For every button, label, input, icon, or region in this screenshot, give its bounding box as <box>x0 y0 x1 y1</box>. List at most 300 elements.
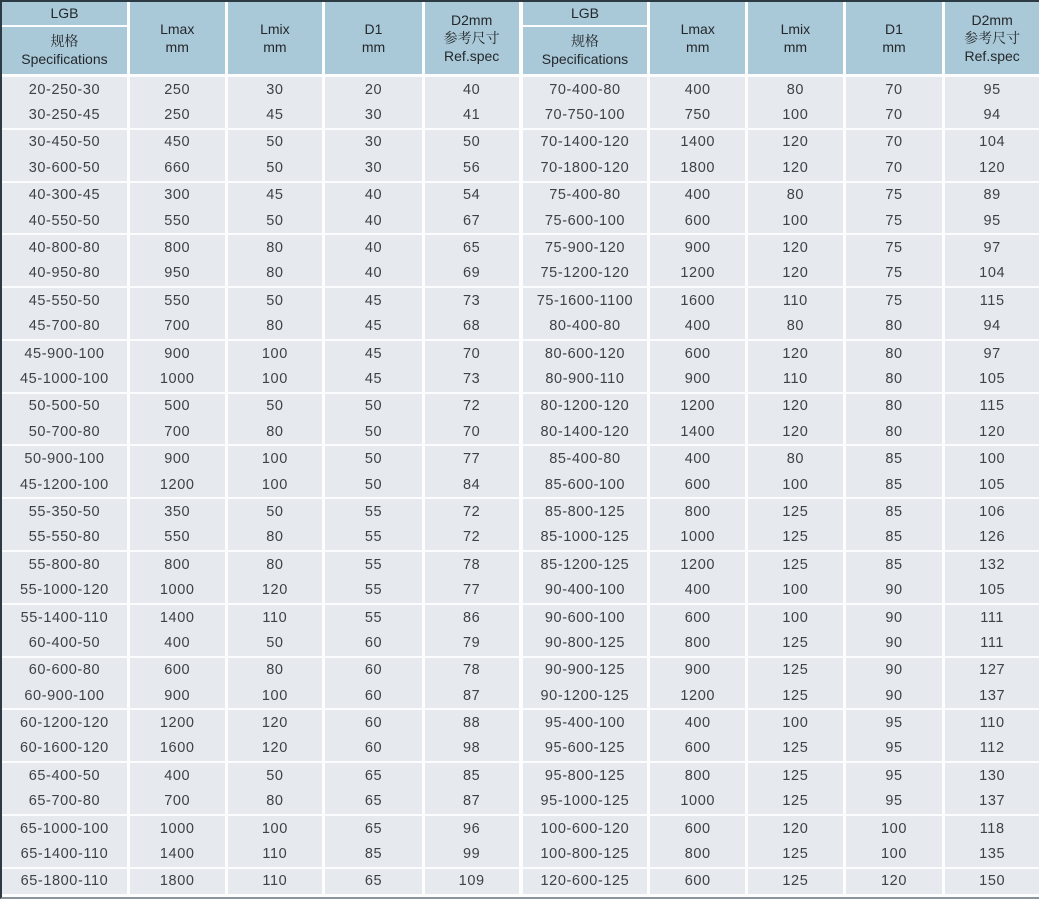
d2-cell: 73 <box>425 288 519 313</box>
lmix-cell: 120 <box>228 710 323 735</box>
table-row <box>523 789 1039 816</box>
d2-cell: 50 <box>425 130 519 155</box>
d1-cell: 45 <box>325 366 422 391</box>
spec-cell: 65-700-80 <box>2 789 127 814</box>
d1-cell: 60 <box>325 658 422 683</box>
spec-cell: 120-600-125 <box>523 869 648 894</box>
lmax-cell: 1000 <box>130 577 225 602</box>
lmix-cell: 120 <box>748 419 843 444</box>
lmax-cell: 800 <box>650 763 745 788</box>
spec-cell: 50-700-80 <box>2 419 127 444</box>
header-d1 <box>846 2 943 74</box>
d2-cell: 85 <box>425 763 519 788</box>
table-row <box>2 366 519 393</box>
header-lgb-label: LGB <box>2 2 127 27</box>
header-lmix-line1: Lmix <box>780 20 811 37</box>
table-row <box>2 235 519 260</box>
d2-cell: 126 <box>945 525 1039 550</box>
d2-cell: 97 <box>945 235 1039 260</box>
spec-cell: 80-1200-120 <box>523 394 648 419</box>
d1-cell: 45 <box>325 288 422 313</box>
d2-cell: 99 <box>425 841 519 866</box>
d2-cell: 41 <box>425 102 519 127</box>
d2-cell: 137 <box>945 683 1039 708</box>
header-d2-line1: D2mm <box>971 11 1013 28</box>
lmax-cell: 1200 <box>130 472 225 497</box>
table-row <box>2 130 519 155</box>
spec-cell: 95-600-125 <box>523 736 648 761</box>
d1-cell: 120 <box>846 869 943 894</box>
table-row <box>523 841 1039 868</box>
spec-cell: 30-450-50 <box>2 130 127 155</box>
spec-cell: 75-400-80 <box>523 183 648 208</box>
d2-cell: 111 <box>945 605 1039 630</box>
table-row <box>523 552 1039 577</box>
lmax-cell: 900 <box>130 446 225 471</box>
lmax-cell: 660 <box>130 155 225 180</box>
table-row <box>523 314 1039 341</box>
header-d2-line1: D2mm <box>451 11 493 28</box>
lmax-cell: 600 <box>650 472 745 497</box>
d1-cell: 70 <box>846 77 943 102</box>
lmax-cell: 1400 <box>130 841 225 866</box>
spec-cell: 75-600-100 <box>523 208 648 233</box>
lmix-cell: 125 <box>748 630 843 655</box>
header-spec-cn: 规格 <box>50 33 79 49</box>
header-d2-line2: 参考尺寸 <box>964 29 1021 46</box>
lmax-cell: 900 <box>650 366 745 391</box>
d1-cell: 75 <box>846 235 943 260</box>
d1-cell: 50 <box>325 394 422 419</box>
spec-cell: 55-800-80 <box>2 552 127 577</box>
table-body-left <box>2 77 519 894</box>
lmax-cell: 700 <box>130 789 225 814</box>
table-row <box>2 552 519 577</box>
table-row <box>523 577 1039 604</box>
header-d1-line2: mm <box>882 39 906 55</box>
table-row <box>523 288 1039 313</box>
d2-cell: 115 <box>945 288 1039 313</box>
d1-cell: 60 <box>325 630 422 655</box>
spec-cell: 85-1000-125 <box>523 525 648 550</box>
table-row <box>523 341 1039 366</box>
header-lmax <box>130 2 225 74</box>
d2-cell: 104 <box>945 261 1039 286</box>
d1-cell: 65 <box>325 789 422 814</box>
table-row <box>523 394 1039 419</box>
header-d1 <box>325 2 422 74</box>
lmax-cell: 1200 <box>650 683 745 708</box>
spec-cell: 65-1000-100 <box>2 816 127 841</box>
lmax-cell: 900 <box>130 683 225 708</box>
spec-cell: 45-550-50 <box>2 288 127 313</box>
header-d1-line1: D1 <box>364 20 383 37</box>
d1-cell: 40 <box>325 208 422 233</box>
d2-cell: 87 <box>425 683 519 708</box>
table-row <box>2 658 519 683</box>
d2-cell: 105 <box>945 577 1039 602</box>
lmax-cell: 1000 <box>130 816 225 841</box>
spec-cell: 70-400-80 <box>523 77 648 102</box>
spec-cell: 50-900-100 <box>2 446 127 471</box>
lmax-cell: 900 <box>650 658 745 683</box>
lmix-cell: 120 <box>748 816 843 841</box>
lmax-cell: 400 <box>650 183 745 208</box>
d2-cell: 77 <box>425 446 519 471</box>
lmix-cell: 100 <box>748 710 843 735</box>
spec-cell: 55-1000-120 <box>2 577 127 602</box>
table-row <box>523 208 1039 235</box>
d2-cell: 79 <box>425 630 519 655</box>
lmix-cell: 50 <box>228 630 323 655</box>
spec-cell: 65-1800-110 <box>2 869 127 894</box>
spec-cell: 80-400-80 <box>523 314 648 339</box>
lmix-cell: 110 <box>748 288 843 313</box>
d2-cell: 88 <box>425 710 519 735</box>
d1-cell: 55 <box>325 552 422 577</box>
table-row <box>523 419 1039 446</box>
d2-cell: 78 <box>425 552 519 577</box>
table-row <box>2 763 519 788</box>
lmax-cell: 800 <box>130 552 225 577</box>
table-row <box>2 314 519 341</box>
d2-cell: 96 <box>425 816 519 841</box>
table-row <box>2 816 519 841</box>
table-row <box>523 736 1039 763</box>
d2-cell: 100 <box>945 446 1039 471</box>
d1-cell: 85 <box>325 841 422 866</box>
lmix-cell: 125 <box>748 683 843 708</box>
table-row <box>523 658 1039 683</box>
d1-cell: 45 <box>325 314 422 339</box>
lmix-cell: 80 <box>228 525 323 550</box>
d1-cell: 45 <box>325 341 422 366</box>
d2-cell: 68 <box>425 314 519 339</box>
lmax-cell: 1800 <box>130 869 225 894</box>
d2-cell: 69 <box>425 261 519 286</box>
d2-cell: 54 <box>425 183 519 208</box>
d2-cell: 40 <box>425 77 519 102</box>
d1-cell: 50 <box>325 472 422 497</box>
lmix-cell: 80 <box>228 552 323 577</box>
d1-cell: 40 <box>325 235 422 260</box>
lmax-cell: 450 <box>130 130 225 155</box>
header-d1-line1: D1 <box>885 20 903 37</box>
header-specifications <box>523 2 648 74</box>
header-lmax-line2: mm <box>165 39 189 55</box>
lmix-cell: 100 <box>228 816 323 841</box>
spec-cell: 85-600-100 <box>523 472 648 497</box>
lmix-cell: 100 <box>228 341 323 366</box>
lmix-cell: 100 <box>228 472 323 497</box>
d1-cell: 65 <box>325 816 422 841</box>
lmix-cell: 125 <box>748 789 843 814</box>
lmax-cell: 250 <box>130 102 225 127</box>
lmax-cell: 1200 <box>650 261 745 286</box>
d1-cell: 55 <box>325 577 422 602</box>
d2-cell: 118 <box>945 816 1039 841</box>
lmix-cell: 110 <box>228 605 323 630</box>
lmix-cell: 110 <box>228 841 323 866</box>
table-header <box>523 2 1039 74</box>
spec-cell: 40-550-50 <box>2 208 127 233</box>
lmax-cell: 1000 <box>650 525 745 550</box>
table-row <box>523 763 1039 788</box>
header-lmix-line2: mm <box>263 39 287 55</box>
d1-cell: 30 <box>325 102 422 127</box>
lmix-cell: 50 <box>228 130 323 155</box>
d2-cell: 105 <box>945 366 1039 391</box>
header-lmix <box>228 2 323 74</box>
spec-cell: 45-1000-100 <box>2 366 127 391</box>
lmax-cell: 1200 <box>650 552 745 577</box>
d1-cell: 95 <box>846 736 943 761</box>
spec-cell: 30-250-45 <box>2 102 127 127</box>
spec-cell: 90-800-125 <box>523 630 648 655</box>
lmix-cell: 50 <box>228 763 323 788</box>
spec-cell: 60-1600-120 <box>2 736 127 761</box>
lmax-cell: 600 <box>650 869 745 894</box>
lmax-cell: 400 <box>130 763 225 788</box>
lmix-cell: 120 <box>748 235 843 260</box>
d2-cell: 72 <box>425 499 519 524</box>
d1-cell: 50 <box>325 446 422 471</box>
spec-cell: 85-800-125 <box>523 499 648 524</box>
table-row <box>523 77 1039 102</box>
d1-cell: 95 <box>846 710 943 735</box>
d2-cell: 84 <box>425 472 519 497</box>
table-row <box>2 102 519 129</box>
lmix-cell: 45 <box>228 183 323 208</box>
spec-cell: 80-900-110 <box>523 366 648 391</box>
lmix-cell: 80 <box>228 658 323 683</box>
d1-cell: 55 <box>325 605 422 630</box>
lmax-cell: 900 <box>130 341 225 366</box>
lmix-cell: 80 <box>748 446 843 471</box>
d2-cell: 77 <box>425 577 519 602</box>
table-row <box>2 446 519 471</box>
d2-cell: 95 <box>945 77 1039 102</box>
table-row <box>523 499 1039 524</box>
lmix-cell: 100 <box>748 577 843 602</box>
d1-cell: 40 <box>325 261 422 286</box>
spec-cell: 60-600-80 <box>2 658 127 683</box>
spec-cell: 40-800-80 <box>2 235 127 260</box>
d1-cell: 90 <box>846 630 943 655</box>
header-d1-line2: mm <box>361 39 386 55</box>
d2-cell: 94 <box>945 314 1039 339</box>
lmax-cell: 750 <box>650 102 745 127</box>
d1-cell: 20 <box>325 77 422 102</box>
spec-cell: 100-800-125 <box>523 841 648 866</box>
spec-cell: 75-1600-1100 <box>523 288 648 313</box>
d2-cell: 72 <box>425 525 519 550</box>
table-row <box>2 605 519 630</box>
lmax-cell: 1000 <box>650 789 745 814</box>
header-lmix-line1: Lmix <box>260 20 290 37</box>
d1-cell: 70 <box>846 155 943 180</box>
lmax-cell: 400 <box>650 577 745 602</box>
d1-cell: 30 <box>325 155 422 180</box>
lmax-cell: 1200 <box>650 394 745 419</box>
table-row <box>523 261 1039 288</box>
d1-cell: 30 <box>325 130 422 155</box>
spec-cell: 85-1200-125 <box>523 552 648 577</box>
spec-cell: 95-800-125 <box>523 763 648 788</box>
lmix-cell: 80 <box>748 77 843 102</box>
spec-cell: 90-900-125 <box>523 658 648 683</box>
d1-cell: 100 <box>846 841 943 866</box>
d2-cell: 56 <box>425 155 519 180</box>
lmax-cell: 500 <box>130 394 225 419</box>
d2-cell: 104 <box>945 130 1039 155</box>
spec-cell: 40-950-80 <box>2 261 127 286</box>
lmax-cell: 400 <box>650 77 745 102</box>
header-d2-line3: Ref.spec <box>444 48 500 65</box>
d1-cell: 95 <box>846 789 943 814</box>
spec-table-left <box>2 2 519 894</box>
d2-cell: 72 <box>425 394 519 419</box>
spec-cell: 80-1400-120 <box>523 419 648 444</box>
spec-cell: 100-600-120 <box>523 816 648 841</box>
lmix-cell: 100 <box>228 446 323 471</box>
header-spec-en: Specifications <box>21 50 108 67</box>
lmix-cell: 50 <box>228 288 323 313</box>
lmax-cell: 600 <box>650 208 745 233</box>
lmax-cell: 950 <box>130 261 225 286</box>
d1-cell: 85 <box>846 525 943 550</box>
spec-cell: 20-250-30 <box>2 77 127 102</box>
d1-cell: 80 <box>846 366 943 391</box>
d1-cell: 75 <box>846 288 943 313</box>
header-d2 <box>425 2 519 74</box>
d1-cell: 70 <box>846 102 943 127</box>
table-row <box>2 630 519 657</box>
d2-cell: 132 <box>945 552 1039 577</box>
d1-cell: 55 <box>325 499 422 524</box>
table-row <box>2 869 519 894</box>
d1-cell: 50 <box>325 419 422 444</box>
d1-cell: 95 <box>846 763 943 788</box>
header-lgb-label: LGB <box>523 2 648 27</box>
d1-cell: 65 <box>325 763 422 788</box>
lmix-cell: 80 <box>228 235 323 260</box>
d1-cell: 60 <box>325 683 422 708</box>
lmax-cell: 1400 <box>650 419 745 444</box>
table-row <box>2 789 519 816</box>
lmax-cell: 550 <box>130 208 225 233</box>
lmax-cell: 700 <box>130 314 225 339</box>
lmix-cell: 100 <box>228 683 323 708</box>
d1-cell: 60 <box>325 736 422 761</box>
spec-cell: 95-1000-125 <box>523 789 648 814</box>
table-row <box>2 841 519 868</box>
table-row <box>523 472 1039 499</box>
lmax-cell: 600 <box>650 605 745 630</box>
lmix-cell: 100 <box>748 102 843 127</box>
d1-cell: 40 <box>325 183 422 208</box>
lmax-cell: 400 <box>130 630 225 655</box>
lmax-cell: 400 <box>650 710 745 735</box>
d2-cell: 65 <box>425 235 519 260</box>
d2-cell: 150 <box>945 869 1039 894</box>
lmix-cell: 120 <box>748 130 843 155</box>
table-row <box>2 208 519 235</box>
d2-cell: 94 <box>945 102 1039 127</box>
table-row <box>2 499 519 524</box>
table-row <box>2 683 519 710</box>
spec-cell: 50-500-50 <box>2 394 127 419</box>
d1-cell: 85 <box>846 472 943 497</box>
lmix-cell: 30 <box>228 77 323 102</box>
lmix-cell: 80 <box>228 419 323 444</box>
lmix-cell: 125 <box>748 525 843 550</box>
lmix-cell: 80 <box>228 261 323 286</box>
table-row <box>2 183 519 208</box>
spec-cell: 90-400-100 <box>523 577 648 602</box>
header-d2-line3: Ref.spec <box>964 48 1020 65</box>
header-spec-sub <box>523 27 648 74</box>
spec-cell: 90-1200-125 <box>523 683 648 708</box>
d2-cell: 70 <box>425 419 519 444</box>
spec-cell: 65-1400-110 <box>2 841 127 866</box>
d1-cell: 90 <box>846 577 943 602</box>
spec-cell: 95-400-100 <box>523 710 648 735</box>
lmax-cell: 600 <box>650 816 745 841</box>
lmax-cell: 800 <box>650 841 745 866</box>
lmix-cell: 100 <box>748 472 843 497</box>
lmax-cell: 1600 <box>650 288 745 313</box>
d2-cell: 70 <box>425 341 519 366</box>
table-row <box>523 816 1039 841</box>
header-lmax-line2: mm <box>686 39 710 55</box>
table-row <box>523 130 1039 155</box>
lmix-cell: 120 <box>748 155 843 180</box>
lmax-cell: 400 <box>650 314 745 339</box>
d2-cell: 127 <box>945 658 1039 683</box>
header-spec-cn: 规格 <box>570 33 599 49</box>
lmax-cell: 1400 <box>130 605 225 630</box>
spec-cell: 70-1800-120 <box>523 155 648 180</box>
d2-cell: 109 <box>425 869 519 894</box>
lmix-cell: 100 <box>228 366 323 391</box>
lmix-cell: 50 <box>228 499 323 524</box>
spec-cell: 55-550-80 <box>2 525 127 550</box>
header-d2-line2: 参考尺寸 <box>443 29 500 46</box>
spec-cell: 75-900-120 <box>523 235 648 260</box>
lmax-cell: 1400 <box>650 130 745 155</box>
d1-cell: 80 <box>846 419 943 444</box>
table-row <box>523 366 1039 393</box>
spec-cell: 60-900-100 <box>2 683 127 708</box>
d1-cell: 65 <box>325 869 422 894</box>
d2-cell: 97 <box>945 341 1039 366</box>
lmax-cell: 550 <box>130 288 225 313</box>
d1-cell: 85 <box>846 446 943 471</box>
lmix-cell: 120 <box>228 577 323 602</box>
table-row <box>2 525 519 552</box>
lmax-cell: 800 <box>650 630 745 655</box>
lmix-cell: 120 <box>748 394 843 419</box>
d2-cell: 73 <box>425 366 519 391</box>
d2-cell: 86 <box>425 605 519 630</box>
table-row <box>523 235 1039 260</box>
table-row <box>523 630 1039 657</box>
lmix-cell: 125 <box>748 552 843 577</box>
d2-cell: 98 <box>425 736 519 761</box>
d1-cell: 90 <box>846 605 943 630</box>
table-row <box>2 419 519 446</box>
